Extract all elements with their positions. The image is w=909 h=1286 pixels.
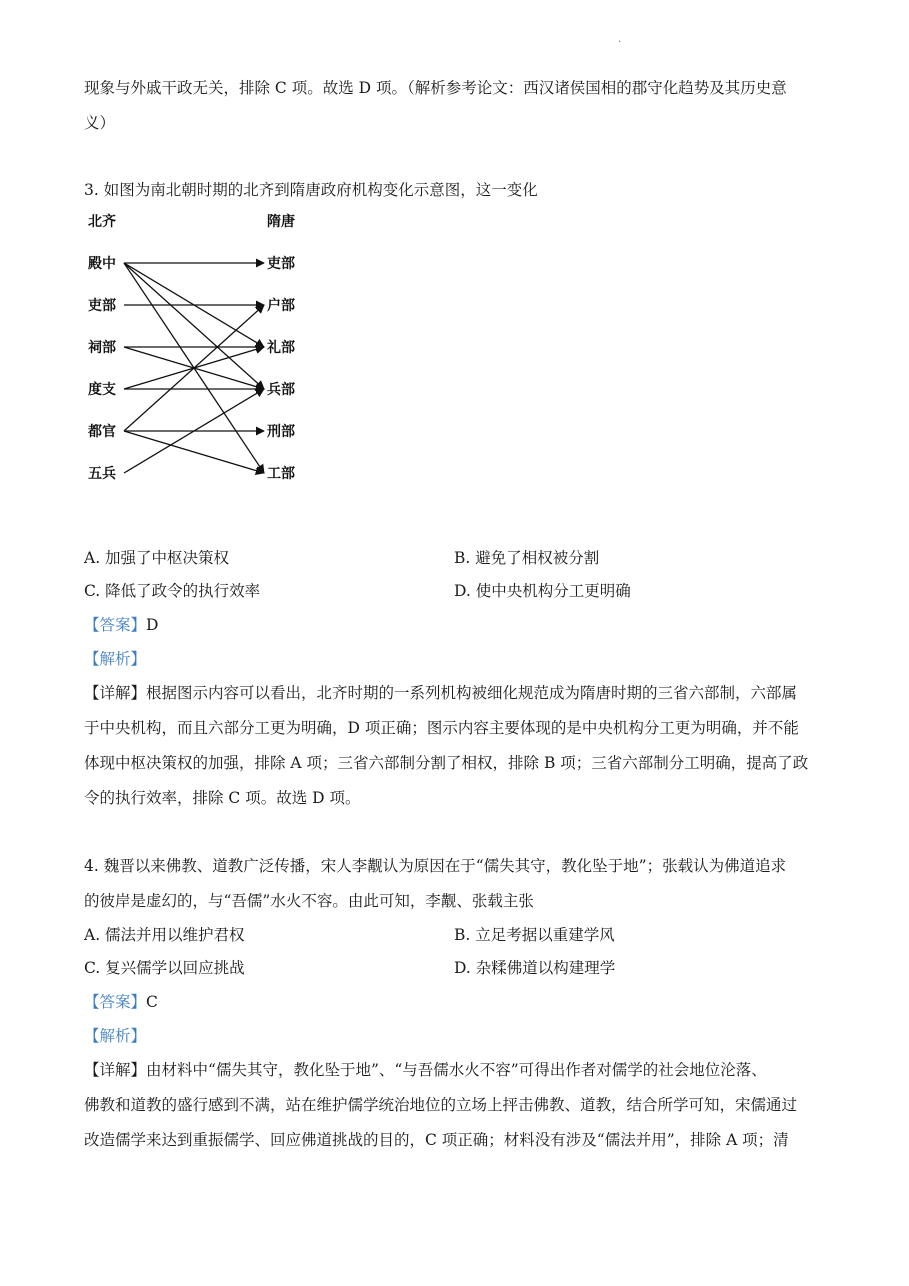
diagram-right-header: 隋唐 — [267, 214, 295, 230]
prev-para-line-2: 义） — [84, 114, 116, 132]
q4-detail-tag: 【详解】 — [84, 1061, 147, 1079]
q3-option-b: B. 避免了相权被分割 — [454, 549, 600, 567]
diagram-right-node: 兵部 — [267, 382, 295, 398]
diagram-right-node: 礼部 — [267, 340, 295, 356]
q4-analysis-tag: 【解析】 — [84, 1027, 147, 1045]
header-dot: . — [618, 34, 622, 45]
q3-option-d: D. 使中央机构分工更明确 — [454, 582, 631, 600]
q4-answer — [84, 992, 824, 1012]
diagram-left-node: 五兵 — [88, 466, 116, 482]
q4-answer-tag: 【答案】 — [84, 993, 147, 1011]
q4-detail-line-3: 改造儒学来达到重振儒学、回应佛道挑战的目的，C 项正确；材料没有涉及“儒法并用”，排除 A 项；清 — [84, 1131, 789, 1149]
q3-analysis-tag: 【解析】 — [84, 650, 147, 668]
q3-answer-value: D — [146, 616, 159, 634]
q4-detail-line-1 — [84, 1060, 824, 1080]
q4-stem-line-2: 的彼岸是虚幻的，与“吾儒”水火不容。由此可知，李觏、张载主张 — [84, 892, 534, 910]
q4-detail-text-1: 由材料中“儒失其守，教化坠于地”、“与吾儒水火不容”可得出作者对儒学的社会地位沦落、 — [146, 1061, 767, 1079]
diagram-links — [124, 263, 264, 473]
diagram-left-node: 殿中 — [88, 256, 116, 272]
q4-option-a: A. 儒法并用以维护君权 — [84, 926, 245, 944]
q3-detail-line-4: 令的执行效率，排除 C 项。故选 D 项。 — [84, 789, 361, 807]
diagram-left-nodes — [87, 255, 116, 482]
q3-detail-line-3: 体现中枢决策权的加强，排除 A 项；三省六部制分割了相权，排除 B 项；三省六部制分工明确，提高了政 — [84, 754, 809, 772]
q3-option-a: A. 加强了中枢决策权 — [84, 549, 230, 567]
prev-para-line-1: 现象与外戚干政无关，排除 C 项。故选 D 项。（解析参考论文：西汉诸侯国相的郡守化趋势及其历史意 — [84, 79, 787, 97]
q4-detail-line-2: 佛教和道教的盛行感到不满，站在维护儒学统治地位的立场上抨击佛教、道教，结合所学可知，宋儒通过 — [84, 1096, 798, 1114]
q4-stem-line-1: 4. 魏晋以来佛教、道教广泛传播，宋人李觏认为原因在于“儒失其守，教化坠于地”；张载认为佛道追求 — [84, 857, 787, 875]
q3-stem: 3. 如图为南北朝时期的北齐到隋唐政府机构变化示意图，这一变化 — [84, 181, 538, 199]
diagram-link-arrow — [124, 431, 264, 473]
diagram-right-node: 吏部 — [267, 256, 295, 272]
q3-answer-tag: 【答案】 — [84, 616, 147, 634]
q3-detail-line-1 — [84, 683, 824, 703]
diagram-left-node: 度支 — [88, 382, 116, 398]
diagram-left-node: 都官 — [88, 424, 116, 440]
q4-option-d: D. 杂糅佛道以构建理学 — [454, 959, 616, 977]
diagram-right-node: 户部 — [267, 298, 295, 314]
q3-option-c: C. 降低了政令的执行效率 — [84, 582, 261, 600]
diagram-link-arrow — [124, 263, 264, 389]
q4-answer-value: C — [146, 993, 158, 1011]
diagram-left-header: 北齐 — [88, 214, 116, 230]
q3-answer — [84, 615, 824, 635]
diagram-right-nodes — [266, 255, 295, 482]
q3-detail-line-2: 于中央机构，而且六部分工更为明确，D 项正确；图示内容主要体现的是中央机构分工更为明确，并不能 — [84, 719, 799, 737]
q3-detail-text-1: 根据图示内容可以看出，北齐时期的一系列机构被细化规范成为隋唐时期的三省六部制，六部属 — [146, 684, 798, 702]
q3-institution-diagram — [84, 206, 314, 496]
q3-detail-tag: 【详解】 — [84, 684, 147, 702]
q4-option-c: C. 复兴儒学以回应挑战 — [84, 959, 245, 977]
diagram-right-node: 刑部 — [267, 424, 295, 440]
diagram-left-node: 吏部 — [88, 298, 116, 314]
q3-analysis-heading — [84, 649, 824, 669]
diagram-right-node: 工部 — [267, 466, 295, 482]
diagram-link-arrow — [124, 305, 264, 431]
q4-option-b: B. 立足考据以重建学风 — [454, 926, 615, 944]
q4-analysis-heading — [84, 1026, 824, 1046]
diagram-left-node: 祠部 — [88, 340, 116, 356]
